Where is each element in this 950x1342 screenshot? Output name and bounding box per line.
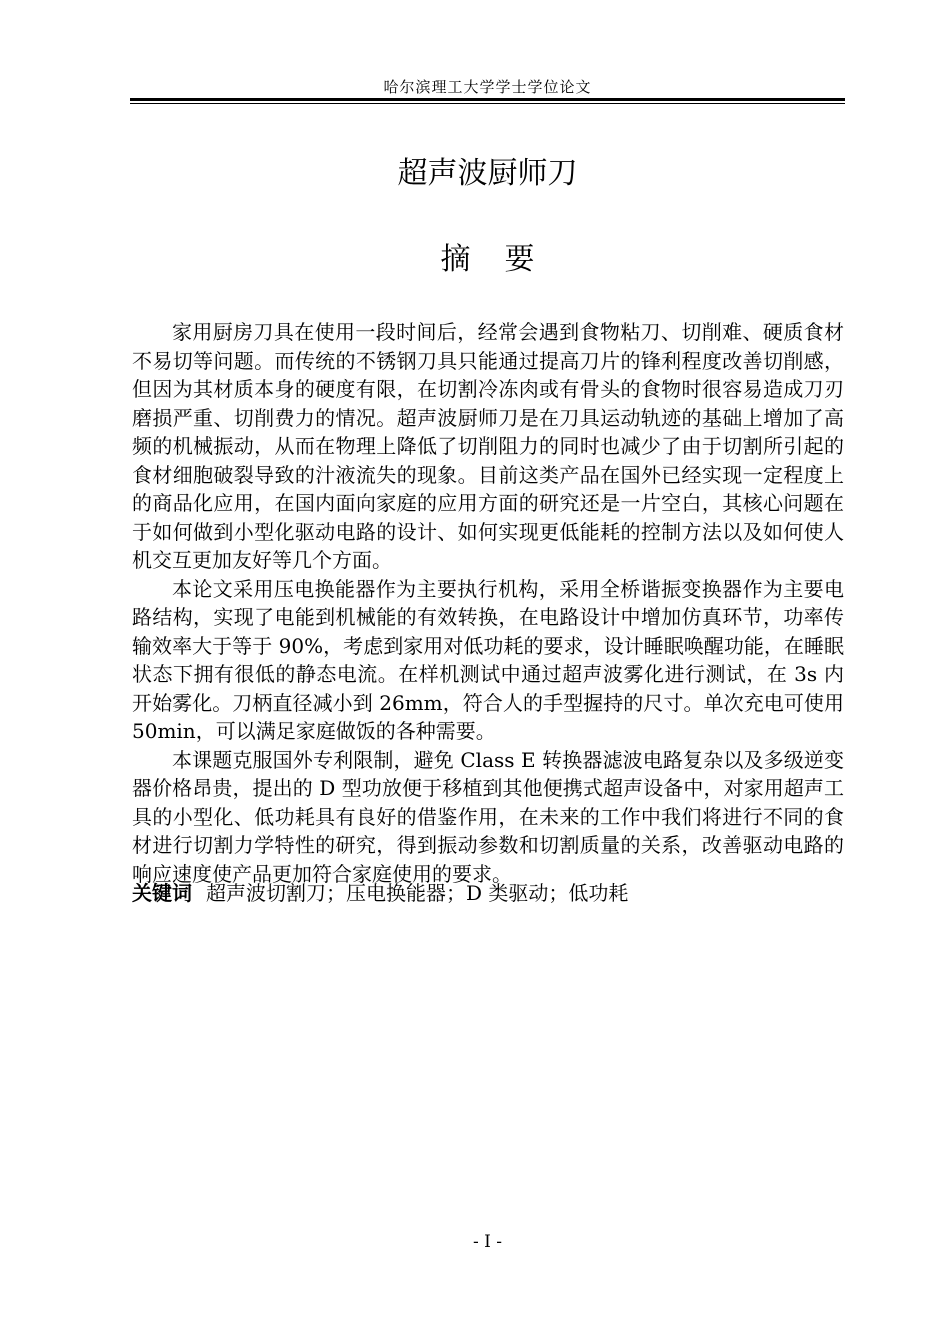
abstract-paragraph: 本论文采用压电换能器作为主要执行机构，采用全桥谐振变换器作为主要电路结构，实现了电能到机械能的有效转换，在电路设计中增加仿真环节，功率传输效率大于等于 90%，考虑到家用对低功耗的要求，设计睡眠唤醒功能，在睡眠状态下拥有很低的静态电流。在样机测试中通过超声波雾化进行测试，在 3s 内开始雾化。刀柄直径减小到 26mm，符合人的手型握持的尺寸。单次充电可使用 50min，可以满足家庭做饭的各种需要。 [132,576,844,743]
abstract-paragraph: 家用厨房刀具在使用一段时间后，经常会遇到食物粘刀、切削难、硬质食材不易切等问题。而传统的不锈钢刀具只能通过提高刀片的锋利程度改善切削感，但因为其材质本身的硬度有限，在切割冷冻肉或有骨头的食物时很容易造成刀刃磨损严重、切削费力的情况。超声波厨师刀是在刀具运动轨迹的基础上增加了高频的机械振动，从而在物理上降低了切削阻力的同时也减少了由于切割所引起的食材细胞破裂导致的汁液流失的现象。目前这类产品在国外已经实现一定程度上的商品化应用，在国内面向家庭的应用方面的研究还是一片空白，其核心问题在于如何做到小型化驱动电路的设计、如何实现更低能耗的控制方法以及如何使人机交互更加友好等几个方面。 [132,320,844,572]
abstract-paragraph: 本课题克服国外专利限制，避免 Class E 转换器滤波电路复杂以及多级逆变器价格昂贵，提出的 D 型功放便于移植到其他便携式超声设备中，对家用超声工具的小型化、低功耗具有良好的借鉴作用，在未来的工作中我们将进行不同的食材进行切割力学特性的研究，得到振动参数和切割质量的关系，改善驱动电路的响应速度使产品更加符合家庭使用的要求。 [132,747,844,886]
running-header: 哈尔滨理工大学学士学位论文 [383,78,592,96]
keywords-label: 关键词 [132,881,192,905]
thesis-title: 超声波厨师刀 [397,156,578,191]
header-rule-thick [130,98,845,101]
keywords-text: 超声波切割刀；压电换能器；D 类驱动；低功耗 [206,881,629,905]
abstract-heading: 摘要 [440,242,569,277]
keywords-line [132,879,844,907]
page-number: - I - [472,1232,502,1252]
header-rule-thin [130,103,845,104]
abstract-body [132,318,844,888]
